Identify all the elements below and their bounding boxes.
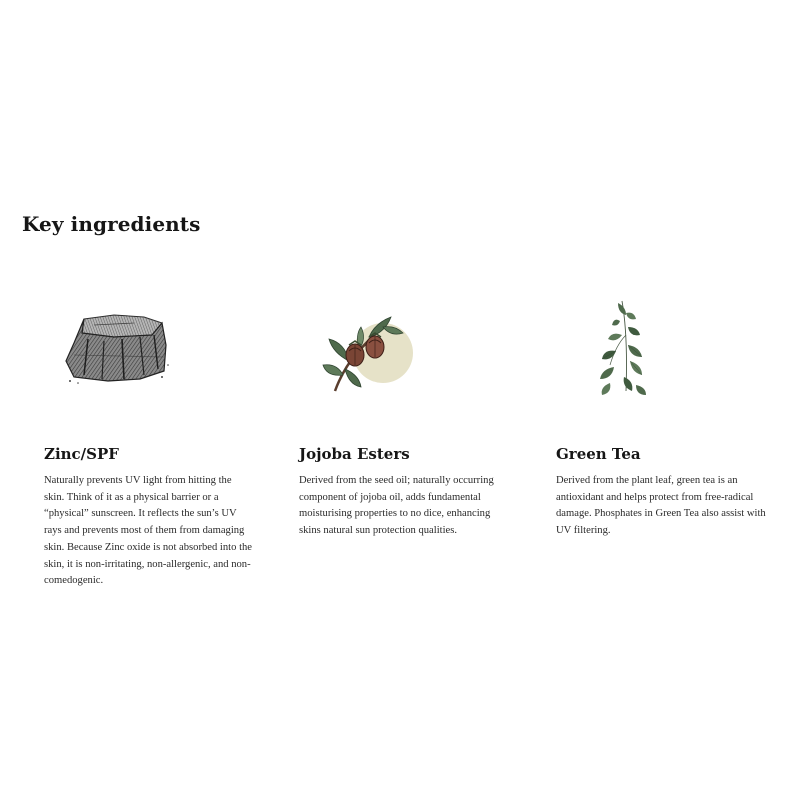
section-title: Key ingredients [22, 212, 201, 236]
ingredient-card-green-tea [556, 295, 786, 537]
ingredient-title: Zinc/SPF [44, 445, 119, 463]
ingredient-card-jojoba [299, 295, 529, 537]
ingredient-title: Jojoba Esters [299, 445, 410, 463]
ingredient-description: Naturally prevents UV light from hitting the skin. Think of it as a physical barrier or a “physical” sunscreen. It reflects the sun’s UV rays and prevents most of them from damaging skin. Because Zinc oxide is not absorbed into the skin, it is non-irritating, non-allergenic, and non-comedogenic. [44, 475, 253, 587]
ingredient-card-zinc [44, 295, 274, 587]
green-tea-leaf-icon [556, 295, 686, 405]
jojoba-plant-icon [299, 295, 429, 405]
zinc-rock-icon [44, 295, 174, 405]
ingredient-description: Derived from the plant leaf, green tea is an antioxidant and helps protect from free-radical damage. Phosphates in Green Tea also assist with UV filtering. [556, 475, 766, 537]
ingredient-description: Derived from the seed oil; naturally occurring component of jojoba oil, adds fundamental moisturising properties to no dice, enhancing skins natural sun protection qualities. [299, 475, 494, 537]
ingredient-title: Green Tea [556, 445, 641, 463]
